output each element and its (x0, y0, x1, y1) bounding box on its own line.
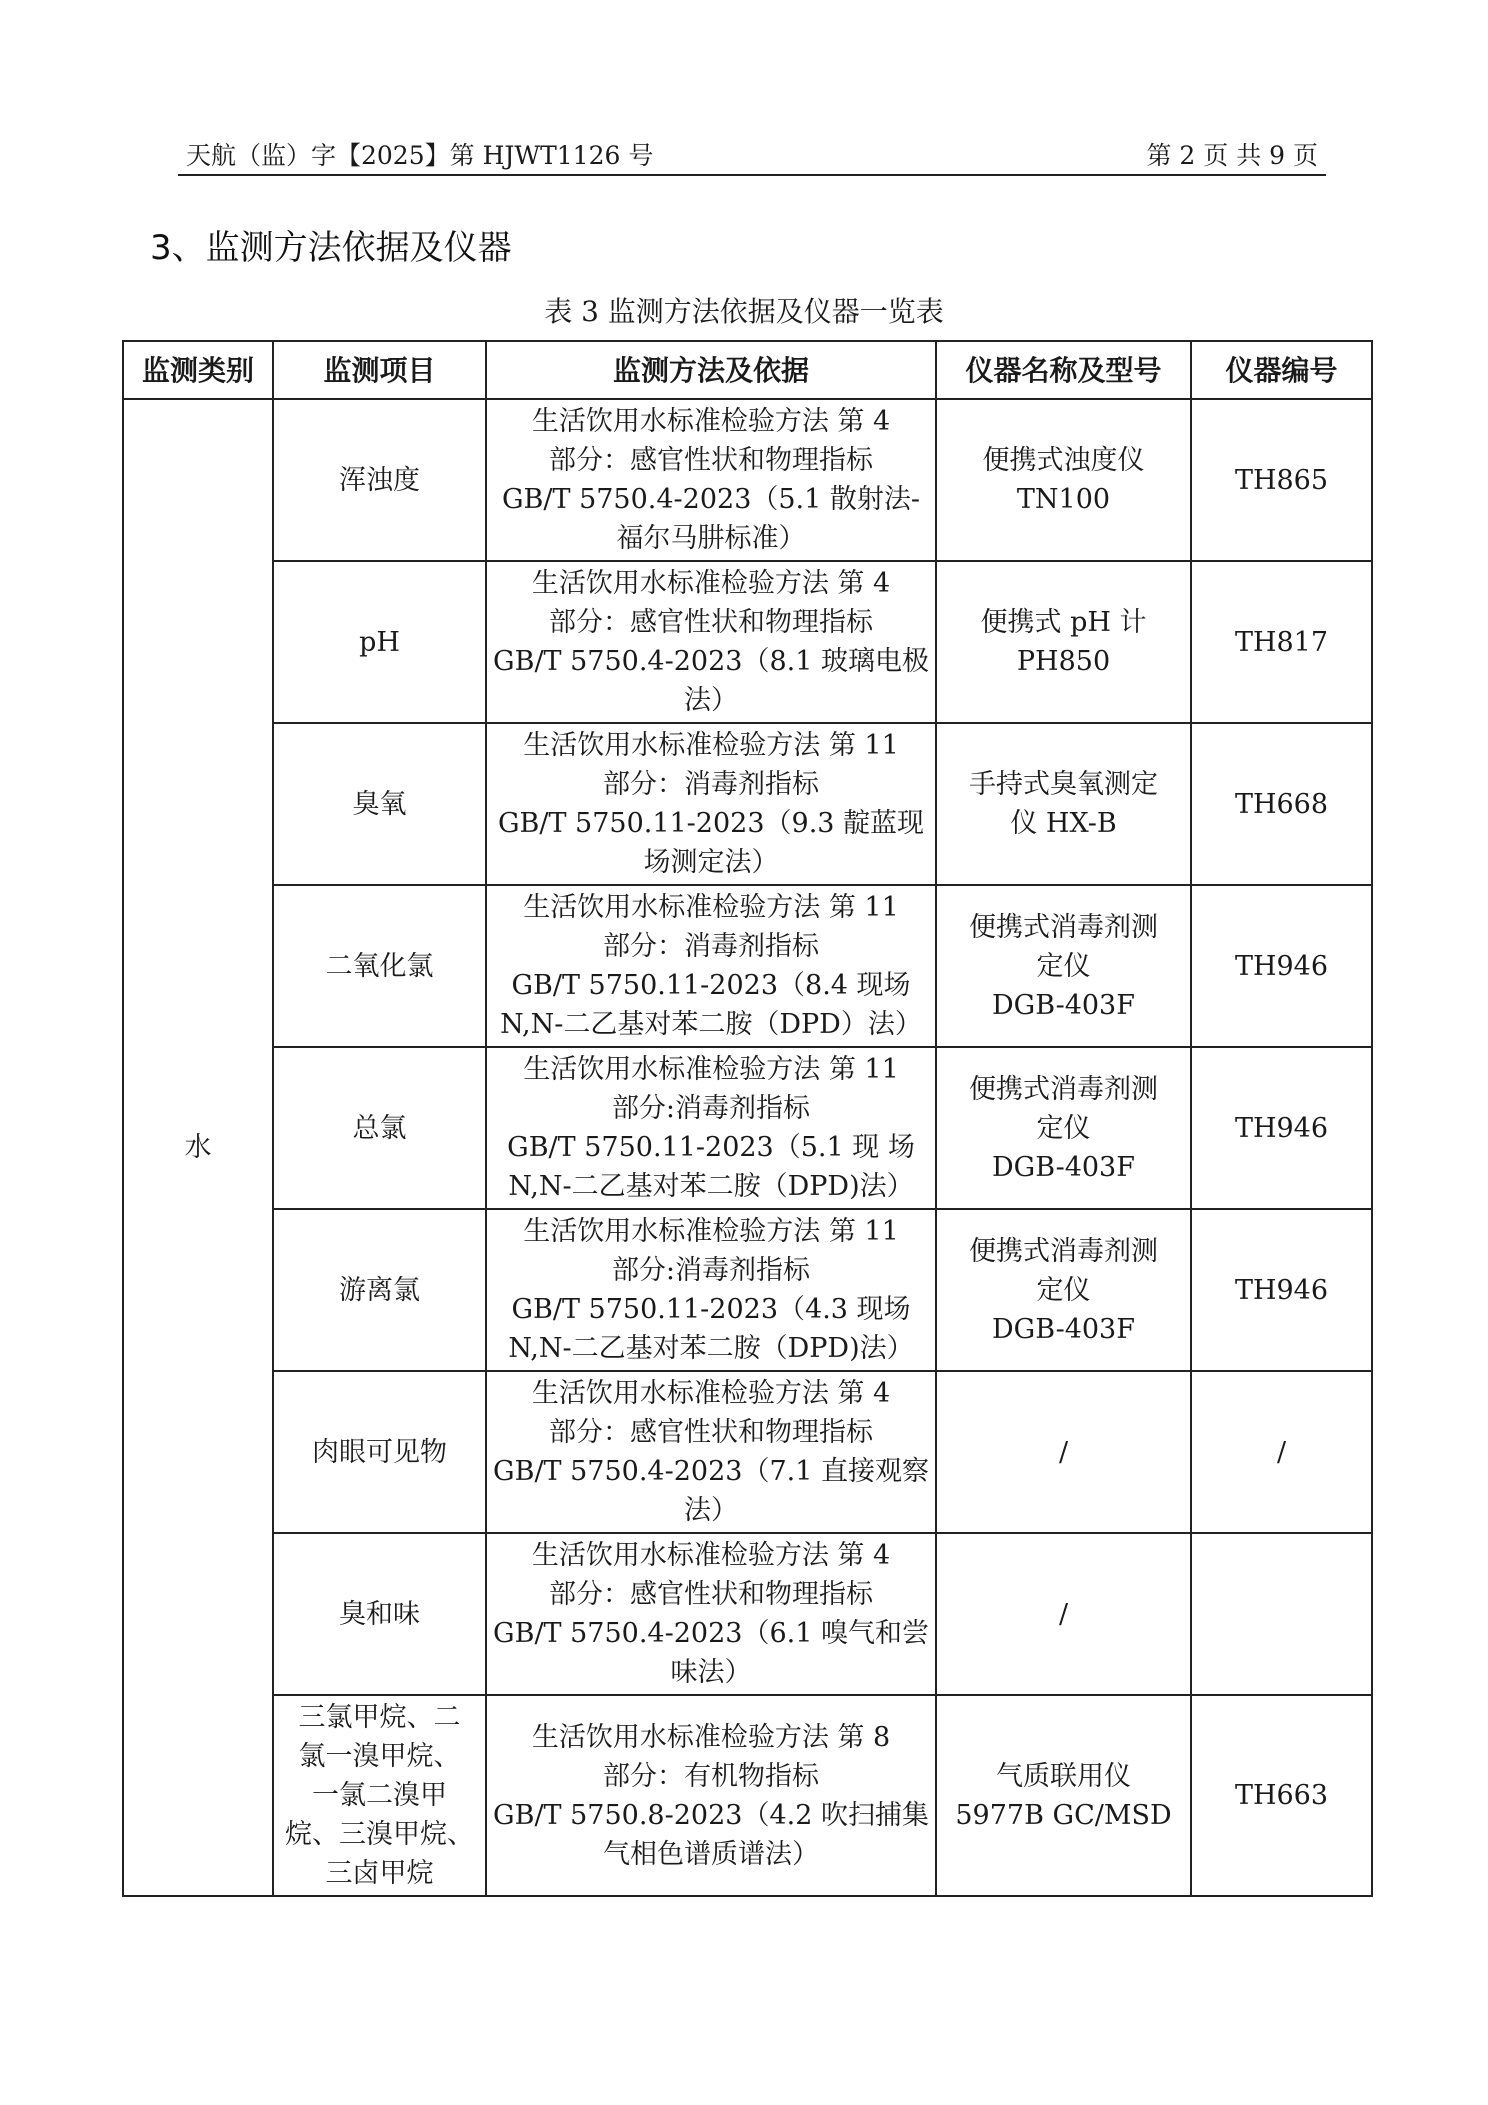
instrument-cell-line: PH850 (1016, 646, 1111, 677)
instrument-cell (936, 1209, 1191, 1371)
method-cell (486, 723, 936, 885)
method-cell-line: 生活饮用水标准检验方法 第 11 (523, 1216, 899, 1247)
item-cell-line: 烷、三溴甲烷、 (285, 1819, 474, 1850)
item-cell-line: 浑浊度 (339, 464, 420, 496)
method-cell-line: N,N-二乙基对苯二胺（DPD)法） (508, 1171, 914, 1202)
method-cell-line: GB/T 5750.8-2023（4.2 吹扫捕集 (493, 1799, 929, 1831)
method-cell-line: 场测定法） (643, 847, 779, 878)
method-cell (486, 885, 936, 1047)
instrument-cell-line: / (1058, 1598, 1069, 1630)
method-cell-line: 部分：消毒剂指标 (603, 769, 819, 800)
item-cell (273, 1695, 486, 1896)
instrument-cell-line: 仪 HX-B (1010, 808, 1117, 839)
item-cell-line: 臭和味 (339, 1598, 420, 1630)
instrument-cell-line: 便携式消毒剂测 (969, 1235, 1158, 1267)
instrument-cell-line: DGB-403F (992, 989, 1135, 1021)
method-cell-line: 福尔马肼标准） (616, 523, 806, 554)
instrument-number-cell: TH865 (1191, 399, 1372, 561)
instrument-cell (936, 1533, 1191, 1695)
table-header-row (123, 341, 1372, 399)
column-header-instrument: 仪器名称及型号 (936, 341, 1191, 399)
item-cell (273, 885, 486, 1047)
instrument-number-cell: TH946 (1191, 1047, 1372, 1209)
method-cell-line: GB/T 5750.4-2023（7.1 直接观察 (493, 1456, 929, 1487)
item-cell (273, 561, 486, 723)
page-info: 第 2 页 共 9 页 (1146, 141, 1318, 170)
instrument-cell (936, 399, 1191, 561)
method-cell (486, 1371, 936, 1533)
table-row (123, 1371, 1372, 1533)
method-cell-line: GB/T 5750.4-2023（6.1 嗅气和尝 (493, 1618, 929, 1649)
instrument-number-cell: TH817 (1191, 561, 1372, 723)
table-row (123, 561, 1372, 723)
method-cell-line: 法） (684, 685, 738, 716)
method-cell-line: 部分:消毒剂指标 (611, 1093, 811, 1124)
method-cell-line: GB/T 5750.11-2023（9.3 靛蓝现 (497, 808, 925, 839)
method-cell-line: 部分：感官性状和物理指标 (549, 445, 873, 476)
method-cell-line: 生活饮用水标准检验方法 第 8 (531, 1721, 891, 1753)
section-title: 3、监测方法依据及仪器 (150, 228, 512, 268)
instrument-cell-line: 定仪 (1036, 1274, 1091, 1306)
method-cell-line: 生活饮用水标准检验方法 第 11 (523, 730, 899, 761)
instrument-cell-line: 定仪 (1036, 950, 1091, 982)
method-cell (486, 1533, 936, 1695)
instrument-cell-line: 定仪 (1036, 1112, 1091, 1144)
method-cell-line: 部分：消毒剂指标 (603, 931, 819, 962)
instrument-cell-line: DGB-403F (992, 1151, 1135, 1183)
table-body (123, 399, 1372, 1896)
method-cell-line: 生活饮用水标准检验方法 第 11 (523, 892, 899, 923)
instrument-cell (936, 1695, 1191, 1896)
method-cell-line: 部分：感官性状和物理指标 (549, 1417, 873, 1448)
method-cell-line: 部分：感官性状和物理指标 (549, 1579, 873, 1610)
item-cell-line: 三氯甲烷、二 (298, 1702, 461, 1733)
instrument-cell-line: 气质联用仪 (996, 1760, 1131, 1792)
instrument-cell-line: 便携式 pH 计 (980, 607, 1147, 638)
method-cell-line: 部分：有机物指标 (603, 1760, 819, 1792)
item-cell-line: 二氧化氯 (325, 950, 434, 982)
column-header-number: 仪器编号 (1191, 341, 1372, 399)
instrument-number-cell: TH668 (1191, 723, 1372, 885)
instrument-cell-line: 手持式臭氧测定 (969, 769, 1158, 800)
item-cell-line: 肉眼可见物 (312, 1436, 447, 1468)
method-cell (486, 1209, 936, 1371)
method-cell (486, 561, 936, 723)
table-caption: 表 3 监测方法依据及仪器一览表 (544, 295, 944, 328)
column-header-item: 监测项目 (273, 341, 486, 399)
table-row (123, 1209, 1372, 1371)
method-cell-line: 气相色谱质谱法） (603, 1838, 819, 1870)
item-cell (273, 399, 486, 561)
item-cell-line: 臭氧 (352, 788, 407, 820)
table-row (123, 1533, 1372, 1695)
instrument-cell-line: DGB-403F (992, 1313, 1135, 1345)
table-row (123, 399, 1372, 561)
document-number: 天航（监）字【2025】第 HJWT1126 号 (186, 141, 654, 170)
item-cell (273, 1371, 486, 1533)
instrument-cell-line: 5977B GC/MSD (955, 1799, 1172, 1831)
item-cell-line: 游离氯 (339, 1274, 420, 1306)
method-cell-line: GB/T 5750.11-2023（4.3 现场 (511, 1294, 911, 1325)
instrument-cell (936, 1047, 1191, 1209)
method-cell-line: 部分:消毒剂指标 (611, 1255, 811, 1286)
method-cell-line: 部分：感官性状和物理指标 (549, 607, 873, 638)
table-row (123, 1695, 1372, 1896)
item-cell (273, 723, 486, 885)
method-cell-line: 味法） (670, 1657, 752, 1688)
instrument-cell (936, 723, 1191, 885)
method-cell-line: 生活饮用水标准检验方法 第 4 (531, 1540, 891, 1571)
table-row (123, 885, 1372, 1047)
method-cell-line: GB/T 5750.4-2023（8.1 玻璃电极 (493, 646, 929, 677)
item-cell-line: 三卤甲烷 (325, 1858, 434, 1889)
instrument-number-cell: / (1191, 1371, 1372, 1533)
item-cell-line: 一氯二溴甲 (312, 1780, 447, 1811)
instrument-number-cell: TH946 (1191, 885, 1372, 1047)
method-cell-line: 法） (684, 1495, 738, 1526)
method-cell-line: 生活饮用水标准检验方法 第 11 (523, 1054, 899, 1085)
item-cell-line: 总氯 (352, 1112, 407, 1144)
instrument-number-cell (1191, 1533, 1372, 1695)
item-cell (273, 1209, 486, 1371)
instrument-cell-line: / (1058, 1436, 1069, 1468)
item-cell (273, 1533, 486, 1695)
instrument-cell-line: 便携式消毒剂测 (969, 1073, 1158, 1105)
category-cell: 水 (123, 399, 273, 1896)
table-row (123, 723, 1372, 885)
instrument-cell-line: 便携式浊度仪 (982, 445, 1145, 476)
item-cell-line: pH (359, 626, 400, 658)
page-header (178, 130, 1326, 176)
method-cell-line: GB/T 5750.11-2023（5.1 现 场 (507, 1132, 915, 1163)
column-header-method: 监测方法及依据 (486, 341, 936, 399)
instrument-number-cell: TH946 (1191, 1209, 1372, 1371)
method-cell-line: 生活饮用水标准检验方法 第 4 (531, 568, 891, 599)
method-cell-line: N,N-二乙基对苯二胺（DPD)法） (508, 1333, 914, 1364)
method-cell-line: 生活饮用水标准检验方法 第 4 (531, 406, 891, 437)
instrument-cell (936, 885, 1191, 1047)
instrument-cell (936, 1371, 1191, 1533)
table-row (123, 1047, 1372, 1209)
item-cell (273, 1047, 486, 1209)
method-cell (486, 1047, 936, 1209)
methods-table (122, 340, 1373, 1897)
method-cell (486, 1695, 936, 1896)
instrument-cell-line: 便携式消毒剂测 (969, 911, 1158, 943)
instrument-cell (936, 561, 1191, 723)
instrument-cell-line: TN100 (1016, 484, 1111, 515)
column-header-category: 监测类别 (123, 341, 273, 399)
method-cell (486, 399, 936, 561)
item-cell-line: 氯一溴甲烷、 (298, 1741, 461, 1772)
method-cell-line: GB/T 5750.11-2023（8.4 现场 (511, 970, 911, 1001)
method-cell-line: GB/T 5750.4-2023（5.1 散射法- (501, 484, 921, 515)
instrument-number-cell: TH663 (1191, 1695, 1372, 1896)
method-cell-line: N,N-二乙基对苯二胺（DPD）法） (500, 1009, 922, 1040)
method-cell-line: 生活饮用水标准检验方法 第 4 (531, 1378, 891, 1409)
